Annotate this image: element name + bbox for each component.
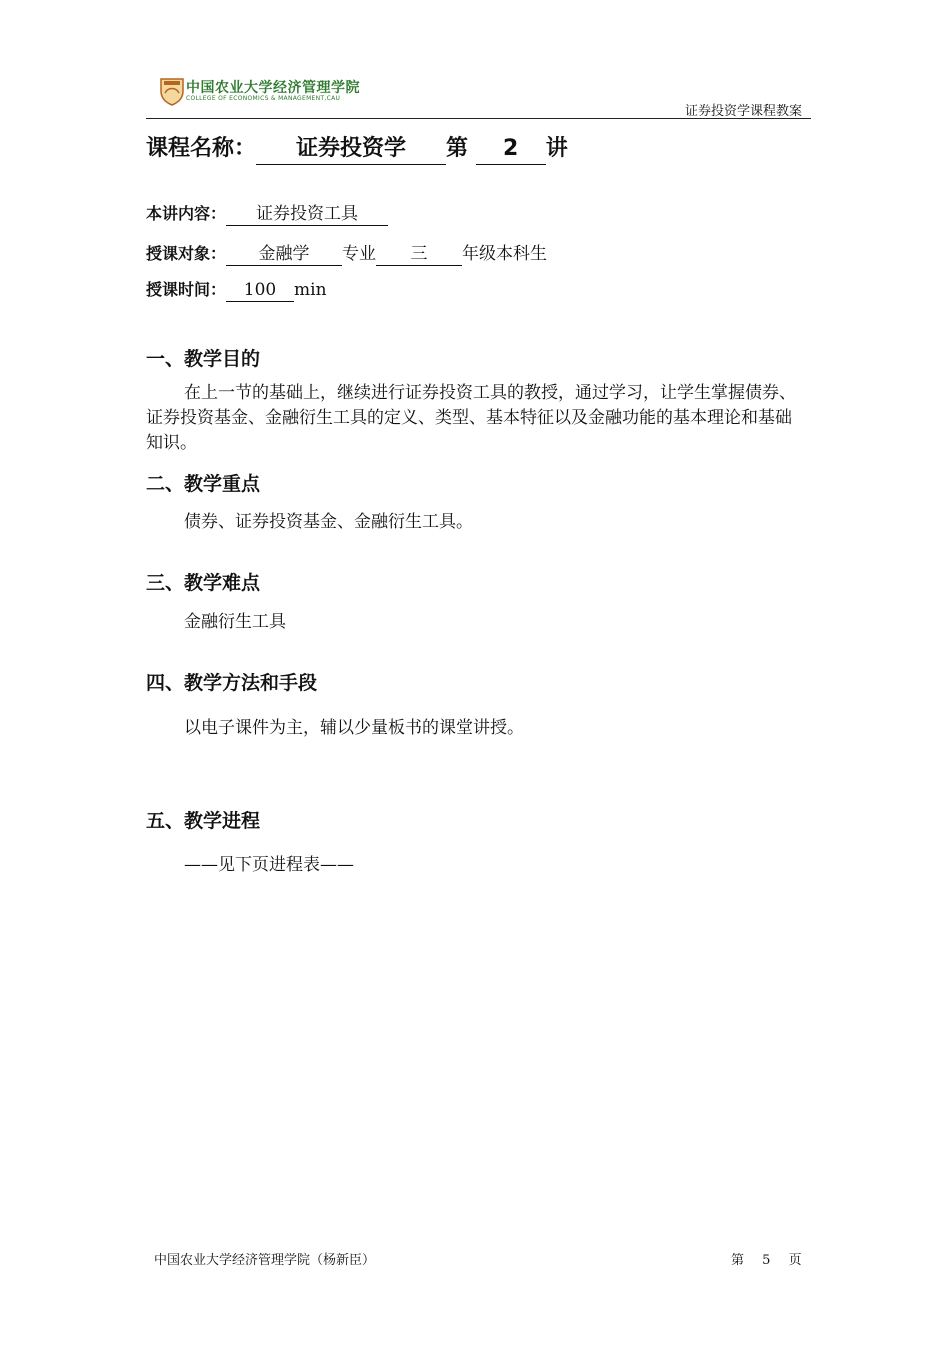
lecture-di-label: 第 xyxy=(446,136,469,161)
section-objectives-heading: 一、教学目的 xyxy=(146,348,261,370)
lecture-jiang-label: 讲 xyxy=(545,136,568,161)
course-name-label: 课程名称： xyxy=(146,136,257,161)
page-prefix: 第 xyxy=(731,1253,745,1268)
document-label: 证券投资学课程教案 xyxy=(684,104,802,119)
major-suffix: 专业 xyxy=(342,244,377,264)
lecture-time-label: 授课时间： xyxy=(146,280,227,299)
section-difficulties-body: 金融衍生工具 xyxy=(184,612,286,632)
grade-suffix: 年级本科生 xyxy=(462,244,548,264)
audience-major: 金融学 xyxy=(226,243,342,266)
college-logo xyxy=(158,76,358,110)
lecture-number: 2 xyxy=(476,134,546,165)
audience-grade: 三 xyxy=(376,243,462,266)
section-objectives-body: 在上一节的基础上，继续进行证券投资工具的教授，通过学习，让学生掌握债券、证券投资基金、金融衍生工具的定义、类型、基本特征以及金融功能的基本理论和基础知识。 xyxy=(146,383,796,453)
lecture-content-label: 本讲内容： xyxy=(146,204,227,223)
section-methods-body: 以电子课件为主，辅以少量板书的课堂讲授。 xyxy=(184,718,524,738)
section-difficulties-heading: 三、教学难点 xyxy=(146,572,261,594)
header-divider xyxy=(146,118,811,119)
section-key-points-body: 债券、证券投资基金、金融衍生工具。 xyxy=(184,512,473,532)
logo-chinese-name: 中国农业大学经济管理学院 xyxy=(186,80,360,96)
footer-author: 中国农业大学经济管理学院（杨新臣） xyxy=(154,1253,376,1268)
lecture-time-line xyxy=(146,277,327,302)
section-methods-heading: 四、教学方法和手段 xyxy=(146,672,318,694)
page-suffix: 页 xyxy=(788,1253,802,1268)
section-key-points-heading: 二、教学重点 xyxy=(146,473,261,495)
page-number: 5 xyxy=(762,1253,771,1268)
audience-line xyxy=(146,239,547,266)
footer-page-number xyxy=(731,1249,802,1268)
lecture-time-value: 100 xyxy=(226,279,294,302)
course-name-value: 证券投资学 xyxy=(256,134,446,165)
course-title-row xyxy=(146,131,568,165)
lecture-time-unit: min xyxy=(294,280,327,300)
section-progress-body: ——见下页进程表—— xyxy=(184,855,354,875)
college-emblem-icon xyxy=(158,76,186,106)
logo-english-name: COLLEGE OF ECONOMICS & MANAGEMENT,CAU xyxy=(186,95,341,102)
lecture-content-value: 证券投资工具 xyxy=(226,203,388,226)
audience-label: 授课对象： xyxy=(146,244,227,263)
lecture-content-line xyxy=(146,201,388,226)
section-progress-heading: 五、教学进程 xyxy=(146,810,261,832)
